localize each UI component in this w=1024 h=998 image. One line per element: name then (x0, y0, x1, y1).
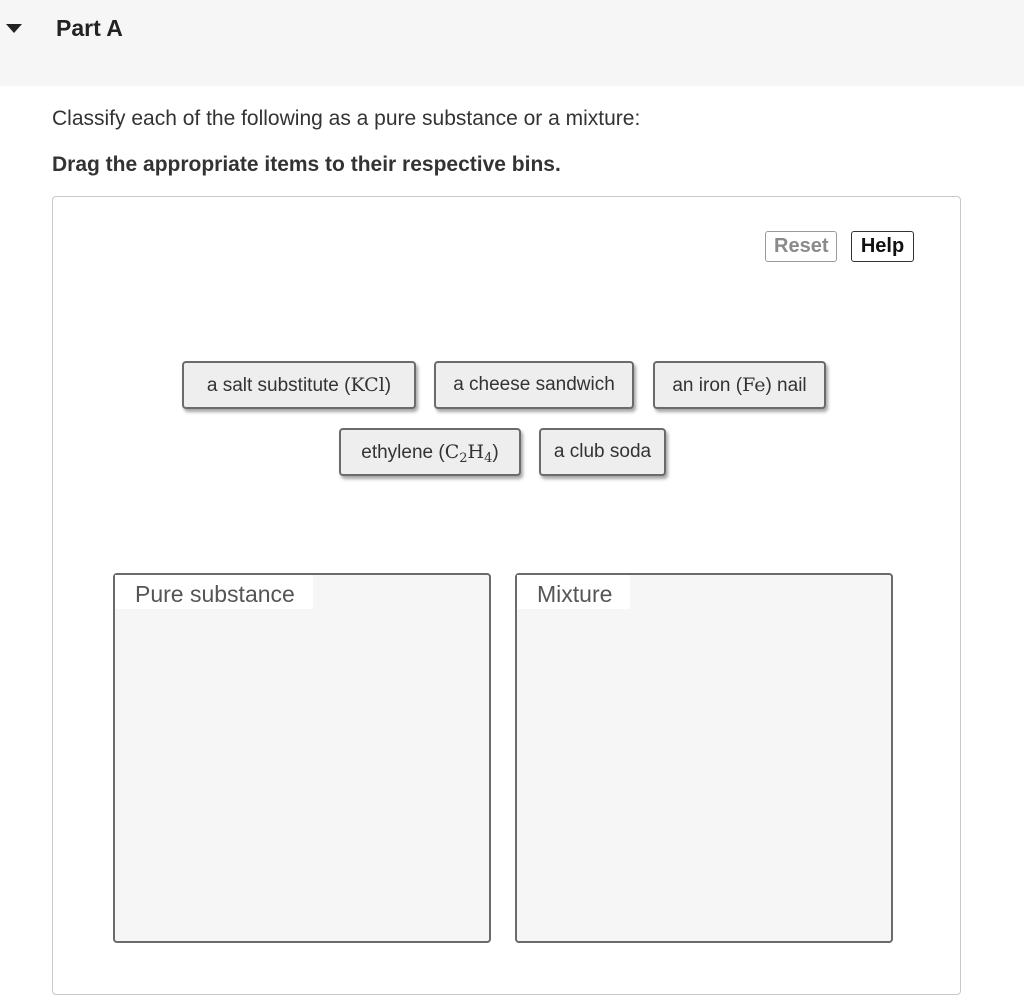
bin-mixture[interactable] (515, 573, 893, 943)
drag-item-salt-substitute[interactable] (182, 361, 416, 409)
part-header[interactable] (0, 0, 1024, 86)
drag-item-iron-nail[interactable] (653, 361, 826, 409)
item-formula: KCl (350, 374, 385, 396)
item-formula: Fe (742, 374, 766, 396)
item-formula-element: H (467, 441, 485, 463)
item-text-prefix: ethylene ( (361, 442, 445, 463)
part-title: Part A (56, 15, 123, 41)
bin-pure-substance[interactable] (113, 573, 491, 943)
item-text-suffix: ) nail (765, 375, 807, 396)
item-formula-subscript: 4 (484, 451, 493, 466)
drag-item-cheese-sandwich[interactable] (434, 361, 634, 409)
item-formula-element: C (444, 441, 460, 463)
item-formula-subscript: 2 (459, 451, 468, 466)
bin-label: Pure substance (115, 575, 313, 609)
bin-label: Mixture (517, 575, 630, 609)
drag-item-ethylene[interactable] (339, 428, 521, 476)
drag-item-club-soda[interactable] (539, 428, 666, 476)
item-text-suffix: ) (384, 375, 392, 396)
question-instruction: Drag the appropriate items to their respective bins. (52, 153, 561, 176)
item-text: a cheese sandwich (453, 374, 615, 395)
question-prompt: Classify each of the following as a pure substance or a mixture: (52, 107, 641, 130)
item-text-prefix: an iron ( (672, 375, 743, 396)
item-text-prefix: a salt substitute ( (206, 375, 351, 396)
reset-button[interactable]: Reset (765, 231, 837, 262)
drag-drop-workspace (52, 196, 961, 995)
item-text: a club soda (553, 441, 652, 462)
item-text-suffix: ) (492, 442, 499, 463)
help-button[interactable]: Help (851, 231, 914, 262)
caret-down-icon[interactable] (6, 24, 22, 33)
